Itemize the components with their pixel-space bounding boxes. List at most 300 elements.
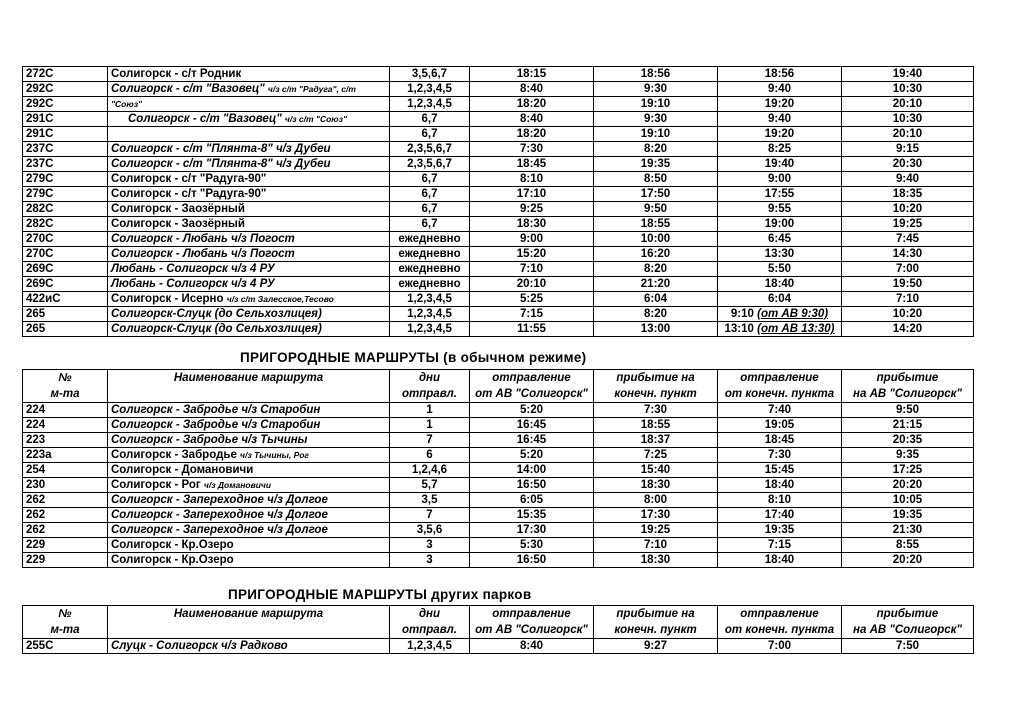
route-number-text: 230: [26, 479, 46, 491]
operating-days-text: 3: [426, 554, 433, 566]
route-name: [108, 142, 390, 157]
header-route-name-sub: [108, 622, 390, 639]
header-days-sub: отправл.: [390, 622, 470, 639]
table-row: [23, 262, 974, 277]
arrival-end-time: [594, 418, 718, 433]
route-via-text: "Союз": [111, 99, 143, 109]
route-number: [23, 232, 108, 247]
arrival-end-time-text: 8:00: [643, 494, 668, 506]
route-number-text: 229: [26, 554, 46, 566]
arrival-av-time-text: 10:05: [892, 494, 923, 506]
arrival-end-time: [594, 523, 718, 538]
route-name-text: Любань - Солигорск ч/з 4 РУ: [111, 263, 275, 275]
arrival-end-time: [594, 433, 718, 448]
departure-end-time: [718, 493, 842, 508]
operating-days-text: 3,5: [421, 494, 438, 506]
arrival-av-time: [842, 292, 974, 307]
arrival-av-time: [842, 448, 974, 463]
route-number: [23, 292, 108, 307]
departure-time: [470, 538, 594, 553]
table-row: [23, 508, 974, 523]
route-name: [108, 202, 390, 217]
header-departure: отправление: [470, 370, 594, 387]
arrival-av-time-text: 19:25: [892, 218, 923, 230]
departure-time-text: 8:40: [519, 113, 544, 125]
arrival-av-time-text: 20:30: [892, 158, 923, 170]
departure-end-time-text: 19:35: [764, 524, 795, 536]
arrival-end-time-text: 8:20: [643, 263, 668, 275]
operating-days-text: 6,7: [421, 173, 438, 185]
departure-time-text: 18:20: [516, 98, 547, 110]
arrival-end-time: [594, 172, 718, 187]
departure-time: [470, 493, 594, 508]
table-row: [23, 463, 974, 478]
route-name: [108, 277, 390, 292]
header-departure-end-sub: от конечн. пункта: [718, 386, 842, 403]
departure-end-time: [718, 292, 842, 307]
arrival-end-time: [594, 292, 718, 307]
route-name-text: Солигорск - с/т "Плянта-8" ч/з Дубеи: [111, 158, 331, 170]
route-number-text: 422иС: [26, 293, 61, 305]
operating-days: [390, 538, 470, 553]
operating-days-text: 7: [426, 434, 433, 446]
operating-days: [390, 292, 470, 307]
arrival-end-time-text: 7:30: [643, 404, 668, 416]
header-arrival-av: прибытие: [842, 370, 974, 387]
operating-days-text: 1,2,3,4,5: [407, 640, 452, 652]
arrival-end-time-text: 6:04: [643, 293, 668, 305]
route-number-text: 291С: [26, 113, 54, 125]
arrival-end-time-text: 9:27: [643, 640, 668, 652]
header-arrival-end-sub: конечн. пункт: [594, 386, 718, 403]
arrival-av-time-text: 8:55: [895, 539, 920, 551]
route-name: [108, 217, 390, 232]
departure-end-time: [718, 187, 842, 202]
route-number-text: 279С: [26, 173, 54, 185]
route-number-text: 269С: [26, 263, 54, 275]
arrival-av-time: [842, 232, 974, 247]
arrival-av-time-text: 7:00: [895, 263, 920, 275]
header-days-sub: отправл.: [390, 386, 470, 403]
departure-end-time: [718, 142, 842, 157]
departure-time: [470, 187, 594, 202]
departure-end-time-text: 17:40: [764, 509, 795, 521]
arrival-av-time-text: 7:50: [895, 640, 920, 652]
route-name: [108, 403, 390, 418]
departure-end-time: [718, 508, 842, 523]
departure-end-time: [718, 448, 842, 463]
route-via-text: ч/з с/т "Союз": [284, 114, 348, 124]
arrival-end-time-text: 9:30: [643, 83, 668, 95]
table-row: [23, 493, 974, 508]
arrival-av-time: [842, 172, 974, 187]
operating-days-text: 6,7: [421, 203, 438, 215]
departure-time: [470, 97, 594, 112]
route-name-text: Солигорск-Слуцк (до Сельхозлицея): [111, 323, 322, 335]
departure-time-text: 5:20: [519, 449, 544, 461]
route-name-text: Солигорск - с/т "Вазовец": [111, 83, 265, 95]
arrival-end-time-text: 8:20: [643, 143, 668, 155]
route-name: [108, 493, 390, 508]
route-number: [23, 202, 108, 217]
header-route-name: Наименование маршрута: [108, 606, 390, 623]
operating-days: [390, 217, 470, 232]
departure-time-text: 9:25: [519, 203, 544, 215]
departure-time-text: 5:20: [519, 404, 544, 416]
arrival-end-time: [594, 67, 718, 82]
departure-end-time: [718, 307, 842, 322]
arrival-end-time-text: 19:25: [640, 524, 671, 536]
operating-days: [390, 508, 470, 523]
arrival-end-time-text: 7:10: [643, 539, 668, 551]
departure-end-time: [718, 418, 842, 433]
route-number-text: 262: [26, 509, 46, 521]
route-number: [23, 142, 108, 157]
header-route-name-sub: [108, 386, 390, 403]
departure-time: [470, 67, 594, 82]
header-arrival-end: прибытие на: [594, 370, 718, 387]
arrival-av-time-text: 14:20: [892, 323, 923, 335]
route-name-text: Солигорск - Запереходное ч/з Долгое: [111, 509, 328, 521]
route-name-text: Солигорск - Запереходное ч/з Долгое: [111, 524, 328, 536]
departure-end-time-text: 7:00: [767, 640, 792, 652]
departure-end-time: [718, 67, 842, 82]
route-number-text: 291С: [26, 128, 54, 140]
arrival-end-time-text: 18:55: [640, 218, 671, 230]
operating-days-text: 6,7: [421, 128, 438, 140]
arrival-end-time: [594, 127, 718, 142]
arrival-end-time-text: 16:20: [640, 248, 671, 260]
departure-end-time: [718, 433, 842, 448]
route-via-text: ч/з с/т Залесское,Тесово: [226, 294, 334, 304]
route-name: [108, 322, 390, 337]
departure-end-time: [718, 217, 842, 232]
departure-end-time-text: 6:04: [767, 293, 792, 305]
departure-time-text: 8:40: [519, 83, 544, 95]
operating-days-text: 1,2,3,4,5: [407, 323, 452, 335]
arrival-av-time-text: 9:40: [895, 173, 920, 185]
departure-time: [470, 292, 594, 307]
route-name: [108, 247, 390, 262]
table-row: [23, 478, 974, 493]
departure-time-text: 16:50: [516, 554, 547, 566]
departure-end-time-text: 13:10: [724, 323, 754, 335]
route-number: [23, 463, 108, 478]
table-row: [23, 277, 974, 292]
table-2-header-bottom: [23, 386, 974, 403]
route-number: [23, 277, 108, 292]
route-number: [23, 448, 108, 463]
arrival-end-time: [594, 262, 718, 277]
header-arrival-end: прибытие на: [594, 606, 718, 623]
departure-end-time: [718, 247, 842, 262]
arrival-end-time-text: 10:00: [640, 233, 671, 245]
route-name-text: Солигорск - с/т "Плянта-8" ч/з Дубеи: [111, 143, 331, 155]
header-departure-sub: от АВ "Солигорск": [470, 386, 594, 403]
route-number: [23, 508, 108, 523]
departure-time-text: 7:10: [519, 263, 544, 275]
route-name: [108, 307, 390, 322]
departure-end-time-text: 9:55: [767, 203, 792, 215]
departure-time-text: 20:10: [516, 278, 547, 290]
departure-end-time: [718, 262, 842, 277]
departure-end-time: [718, 172, 842, 187]
departure-end-time-text: 19:40: [764, 158, 795, 170]
route-number-text: 265: [26, 308, 46, 320]
departure-time-text: 7:30: [519, 143, 544, 155]
departure-end-time: [718, 553, 842, 568]
arrival-av-time: [842, 142, 974, 157]
route-name-text: Солигорск - с/т Родник: [111, 68, 242, 80]
table-row: [23, 418, 974, 433]
arrival-end-time-text: 19:35: [640, 158, 671, 170]
route-name: [108, 553, 390, 568]
route-number: [23, 639, 108, 654]
route-name-text: Солигорск - Запереходное ч/з Долгое: [111, 494, 328, 506]
route-name: [108, 172, 390, 187]
table-row: [23, 127, 974, 142]
departure-note-text: (от АВ 9:30): [757, 308, 829, 320]
header-arrival-av-sub: на АВ "Солигорск": [842, 622, 974, 639]
departure-end-time-text: 18:40: [764, 554, 795, 566]
header-days: дни: [390, 370, 470, 387]
departure-time-text: 7:15: [519, 308, 544, 320]
route-name-text: Солигорск - Забродье: [111, 449, 237, 461]
arrival-av-time: [842, 157, 974, 172]
arrival-end-time: [594, 142, 718, 157]
departure-end-time-text: 9:40: [767, 113, 792, 125]
departure-time: [470, 307, 594, 322]
operating-days-text: 1: [426, 404, 433, 416]
route-number: [23, 493, 108, 508]
arrival-end-time-text: 17:30: [640, 509, 671, 521]
arrival-av-time-text: 17:25: [892, 464, 923, 476]
arrival-end-time: [594, 187, 718, 202]
route-number-text: 254: [26, 464, 46, 476]
operating-days-text: 1: [426, 419, 433, 431]
operating-days: [390, 418, 470, 433]
route-number: [23, 418, 108, 433]
departure-end-time: [718, 232, 842, 247]
arrival-av-time: [842, 202, 974, 217]
arrival-av-time: [842, 67, 974, 82]
arrival-av-time: [842, 187, 974, 202]
table-row: [23, 307, 974, 322]
route-number: [23, 172, 108, 187]
table-row: [23, 433, 974, 448]
arrival-av-time-text: 20:20: [892, 554, 923, 566]
departure-end-time: [718, 97, 842, 112]
arrival-end-time: [594, 403, 718, 418]
arrival-end-time-text: 19:10: [640, 98, 671, 110]
departure-end-time: [718, 202, 842, 217]
operating-days: [390, 187, 470, 202]
header-num: №: [23, 370, 108, 387]
arrival-av-time: [842, 217, 974, 232]
route-name: [108, 127, 390, 142]
route-number: [23, 97, 108, 112]
schedule-table-2: [22, 369, 974, 568]
table-row: [23, 187, 974, 202]
departure-end-time-text: 8:10: [767, 494, 792, 506]
arrival-av-time: [842, 553, 974, 568]
route-number: [23, 187, 108, 202]
departure-time: [470, 217, 594, 232]
arrival-av-time-text: 19:35: [892, 509, 923, 521]
arrival-av-time: [842, 82, 974, 97]
operating-days-text: ежедневно: [398, 233, 461, 245]
route-number: [23, 478, 108, 493]
operating-days: [390, 112, 470, 127]
arrival-av-time-text: 21:30: [892, 524, 923, 536]
header-departure-end: отправление: [718, 370, 842, 387]
operating-days-text: 3: [426, 539, 433, 551]
header-route-name: Наименование маршрута: [108, 370, 390, 387]
route-name: [108, 292, 390, 307]
arrival-end-time-text: 15:40: [640, 464, 671, 476]
departure-time: [470, 232, 594, 247]
arrival-av-time: [842, 247, 974, 262]
table-row: [23, 232, 974, 247]
departure-end-time-text: 9:10: [730, 308, 754, 320]
route-name-text: Солигорск-Слуцк (до Сельхозлицея): [111, 308, 322, 320]
departure-time-text: 5:25: [519, 293, 544, 305]
departure-end-time-text: 8:25: [767, 143, 792, 155]
departure-time-text: 16:45: [516, 419, 547, 431]
arrival-end-time-text: 18:30: [640, 554, 671, 566]
route-name-text: Солигорск - с/т "Вазовец": [128, 113, 282, 125]
arrival-end-time-text: 7:25: [643, 449, 668, 461]
departure-end-time-text: 17:55: [764, 188, 795, 200]
departure-time: [470, 478, 594, 493]
departure-time-text: 16:45: [516, 434, 547, 446]
arrival-av-time-text: 7:45: [895, 233, 920, 245]
table-row: [23, 97, 974, 112]
arrival-av-time: [842, 97, 974, 112]
arrival-end-time: [594, 448, 718, 463]
departure-end-time-text: 19:05: [764, 419, 795, 431]
route-name-text: Любань - Солигорск ч/з 4 РУ: [111, 278, 275, 290]
departure-time-text: 18:45: [516, 158, 547, 170]
arrival-av-time-text: 10:30: [892, 113, 923, 125]
departure-end-time-text: 18:40: [764, 278, 795, 290]
arrival-av-time: [842, 508, 974, 523]
route-via-text: ч/з с/т "Радуга", с/т: [267, 84, 356, 94]
schedule-table-2-body: [23, 403, 974, 568]
departure-end-time: [718, 463, 842, 478]
departure-end-time: [718, 538, 842, 553]
arrival-av-time-text: 18:35: [892, 188, 923, 200]
arrival-av-time-text: 20:10: [892, 128, 923, 140]
arrival-av-time-text: 20:20: [892, 479, 923, 491]
arrival-av-time: [842, 112, 974, 127]
arrival-end-time: [594, 82, 718, 97]
route-number-text: 237С: [26, 158, 54, 170]
departure-end-time: [718, 112, 842, 127]
operating-days: [390, 463, 470, 478]
departure-time-text: 18:15: [516, 68, 547, 80]
departure-end-time-text: 18:56: [764, 68, 795, 80]
route-number: [23, 127, 108, 142]
departure-time: [470, 448, 594, 463]
arrival-av-time-text: 14:30: [892, 248, 923, 260]
departure-time-text: 15:35: [516, 509, 547, 521]
route-name-text: Солигорск - Забродье ч/з Тычины: [111, 434, 308, 446]
operating-days-text: 1,2,3,4,5: [407, 83, 452, 95]
table-row: [23, 247, 974, 262]
operating-days-text: 3,5,6: [416, 524, 443, 536]
route-number: [23, 307, 108, 322]
route-number: [23, 553, 108, 568]
operating-days: [390, 172, 470, 187]
arrival-av-time: [842, 262, 974, 277]
section-title-suburban-regular: ПРИГОРОДНЫЕ МАРШРУТЫ (в обычном режиме): [240, 350, 587, 365]
departure-time: [470, 403, 594, 418]
departure-end-time-text: 5:50: [767, 263, 792, 275]
table-row: [23, 142, 974, 157]
route-name: [108, 478, 390, 493]
table-row: [23, 112, 974, 127]
route-number-text: 229: [26, 539, 46, 551]
route-name-text: Солигорск - Забродье ч/з Старобин: [111, 404, 321, 416]
route-number-text: 262: [26, 494, 46, 506]
operating-days: [390, 277, 470, 292]
departure-end-time-text: 19:00: [764, 218, 795, 230]
departure-time-text: 18:30: [516, 218, 547, 230]
arrival-av-time-text: 19:40: [892, 68, 923, 80]
route-via-text: ч/з Тычины, Рог: [240, 450, 309, 460]
arrival-end-time: [594, 478, 718, 493]
route-number: [23, 157, 108, 172]
departure-end-time: [718, 478, 842, 493]
operating-days-text: ежедневно: [398, 263, 461, 275]
operating-days-text: 5,7: [421, 479, 438, 491]
arrival-av-time: [842, 538, 974, 553]
arrival-end-time: [594, 463, 718, 478]
operating-days: [390, 307, 470, 322]
arrival-av-time-text: 9:35: [895, 449, 920, 461]
arrival-av-time: [842, 277, 974, 292]
departure-end-time: [718, 403, 842, 418]
table-row: [23, 157, 974, 172]
header-departure-sub: от АВ "Солигорск": [470, 622, 594, 639]
operating-days-text: 2,3,5,6,7: [407, 143, 452, 155]
departure-time: [470, 262, 594, 277]
table-row: [23, 217, 974, 232]
departure-time: [470, 418, 594, 433]
departure-end-time-text: 15:45: [764, 464, 795, 476]
route-number-text: 269С: [26, 278, 54, 290]
route-number-text: 255С: [26, 640, 54, 652]
operating-days: [390, 247, 470, 262]
table-row: [23, 538, 974, 553]
header-arrival-av-sub: на АВ "Солигорск": [842, 386, 974, 403]
route-name: [108, 639, 390, 654]
operating-days-text: ежедневно: [398, 278, 461, 290]
departure-time-text: 14:00: [516, 464, 547, 476]
arrival-end-time: [594, 553, 718, 568]
departure-end-time-text: 19:20: [764, 98, 795, 110]
arrival-av-time: [842, 418, 974, 433]
route-number: [23, 523, 108, 538]
arrival-av-time: [842, 403, 974, 418]
arrival-end-time: [594, 217, 718, 232]
route-number-text: 265: [26, 323, 46, 335]
arrival-end-time: [594, 247, 718, 262]
route-name: [108, 538, 390, 553]
departure-note-text: (от АВ 13:30): [757, 323, 835, 335]
route-number-text: 292С: [26, 83, 54, 95]
